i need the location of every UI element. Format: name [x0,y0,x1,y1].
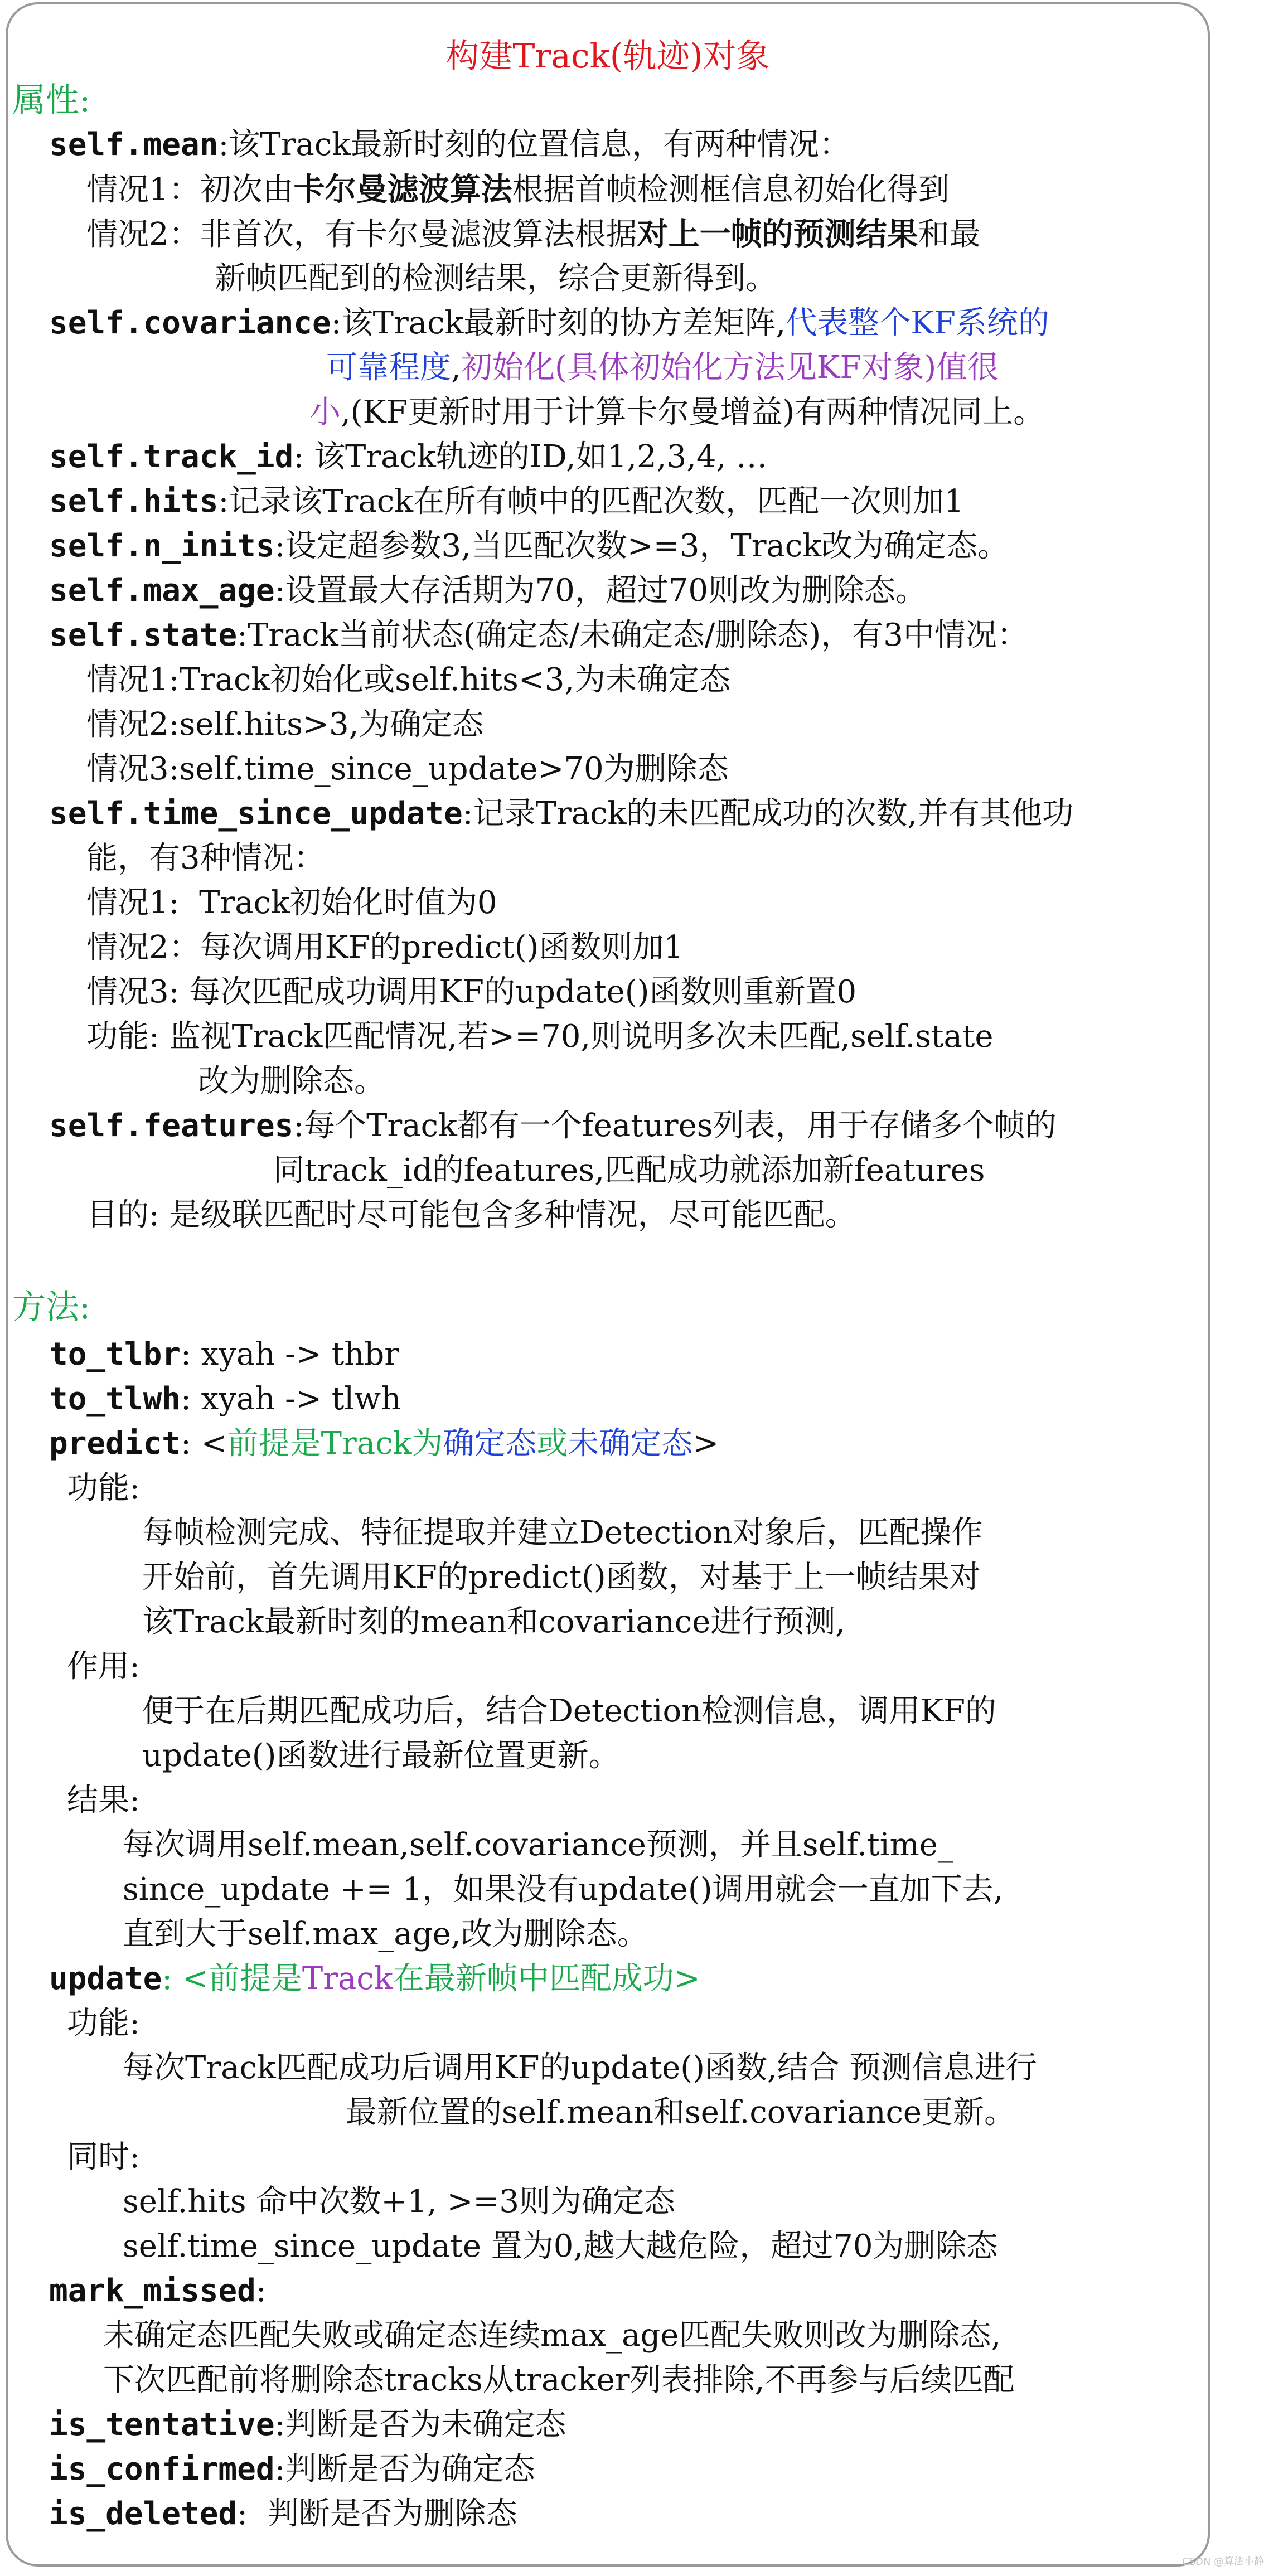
attr-name: self.mean [49,127,219,163]
attr-desc: :设定超参数3,当匹配次数>=3，Track改为确定态。 [274,528,1009,564]
text-span: 根据首帧检测框信息初始化得到 [512,172,950,208]
attributes-heading: 属性: [12,81,91,120]
method-predict [49,1422,719,1466]
bold-term: 对上一帧的预测结果 [637,216,918,253]
update-also-label: 同时: [67,2139,140,2175]
update-function-line: 每次Track匹配成功后调用KF的update()函数,结合 预测信息进行 [123,2050,1037,2086]
purple-text: 小 [309,394,341,430]
attr-desc: : 该Track轨迹的ID,如1,2,3,4, … [293,439,768,475]
method-name: is_tentative [49,2407,275,2443]
method-is-deleted [49,2492,517,2536]
mean-case-1 [86,167,950,212]
method-name: is_deleted [49,2496,238,2532]
blue-text: 代表整个KF系统的 [786,305,1049,341]
update-also-line: self.time_since_update 置为0,越大越危险，超过70为删除态 [123,2228,998,2264]
update-also-line: self.hits 命中次数+1, >=3则为确定态 [123,2184,675,2220]
text-span: 情况2：非首次，有卡尔曼滤波算法根据 [86,216,637,253]
text-span: ,(KF更新时用于计算卡尔曼增益)有两种情况同上。 [341,394,1045,430]
bold-term: 卡尔曼滤波算法 [293,171,512,208]
method-name: predict [49,1425,181,1462]
attr-state [49,613,1028,658]
state-case-2: 情况2:self.hits>3,为确定态 [86,706,484,743]
attr-mean [49,123,850,167]
method-is-confirmed [49,2447,535,2492]
method-desc: :判断是否为未确定态 [274,2407,566,2443]
text-span: : [255,2273,267,2309]
method-to-tlwh [49,1377,401,1422]
covariance-cont-1 [326,346,999,390]
watermark: CSDN @算法小静 [1182,2556,1264,2568]
update-function-label: 功能: [67,2005,140,2041]
attr-covariance [49,301,1049,346]
predict-function-label: 功能: [67,1470,140,1506]
predict-result-line: 直到大于self.max_age,改为删除态。 [123,1916,648,1952]
tsu-function-cont: 改为删除态。 [198,1063,385,1099]
method-to-tlbr [49,1332,399,1377]
features-cont: 同track_id的features,匹配成功就添加新features [273,1152,985,1188]
attr-hits [49,479,964,524]
predict-result-line: since_update += 1，如果没有update()调用就会一直加下去, [123,1871,1004,1908]
attr-name: self.max_age [49,573,275,609]
update-function-line: 最新位置的self.mean和self.covariance更新。 [346,2094,1016,2131]
attr-name: self.track_id [49,439,294,475]
attr-desc: :每个Track都有一个features列表，用于存储多个帧的 [293,1108,1057,1144]
method-is-tentative [49,2403,566,2447]
attr-name: self.features [49,1108,294,1144]
tsu-case-3: 情况3: 每次匹配成功调用KF的update()函数则重新置0 [86,974,857,1010]
predict-function-line: 每帧检测完成、特征提取并建立Detection对象后，匹配操作 [142,1515,983,1551]
method-name: to_tlbr [49,1336,181,1372]
attr-desc: :Track当前状态(确定态/未确定态/删除态)，有3中情况： [237,617,1028,653]
method-desc: : xyah -> thbr [181,1336,399,1372]
text-span: : < [181,1425,227,1462]
blue-text: 可靠程度 [326,350,451,386]
green-text: 前提是 [208,1961,302,1997]
method-name: update [49,1961,162,1997]
tsu-function: 功能: 监视Track匹配情况,若>=70,则说明多次未匹配,self.state [86,1018,994,1055]
attr-name: self.time_since_update [49,795,463,832]
blue-text: 未确定态 [568,1425,693,1462]
predict-use-line: update()函数进行最新位置更新。 [142,1738,620,1774]
predict-use-line: 便于在后期匹配成功后，结合Detection检测信息，调用KF的 [142,1693,996,1729]
tsu-desc-cont: 能，有3种情况： [86,840,325,876]
tsu-case-2: 情况2：每次调用KF的predict()函数则加1 [86,929,684,966]
text-span: 和最 [918,216,981,253]
green-text: : < [162,1961,209,1997]
predict-result-line: 每次调用self.mean,self.covariance预测，并且self.time_ [123,1827,953,1863]
attr-track-id [49,435,767,479]
mark-missed-line: 下次匹配前将删除态tracks从tracker列表排除,不再参与后续匹配 [103,2362,1015,2398]
methods-heading: 方法: [12,1288,91,1327]
document-title: 构建Track(轨迹)对象 [445,37,770,76]
mean-case-2 [86,212,981,257]
attr-time-since-update [49,792,1073,836]
attr-n-inits [49,524,1009,569]
predict-function-line: 开始前，首先调用KF的predict()函数，对基于上一帧结果对 [142,1559,981,1595]
mark-missed-line: 未确定态匹配失败或确定态连续max_age匹配失败则改为删除态, [103,2317,1001,2354]
tsu-case-1: 情况1: Track初始化时值为0 [86,885,497,921]
method-name: mark_missed [49,2273,256,2309]
text-span: > [692,1425,719,1462]
state-case-1: 情况1:Track初始化或self.hits<3,为未确定态 [86,662,731,698]
green-text: 前提是Track为 [227,1425,443,1462]
green-text: > [674,1961,700,1997]
attr-desc: :设置最大存活期为70，超过70则改为删除态。 [274,573,927,609]
attr-max-age [49,569,927,613]
attr-name: self.covariance [49,305,331,341]
attr-name: self.n_inits [49,528,275,564]
attr-desc: :记录Track的未匹配成功的次数,并有其他功 [462,795,1074,832]
purple-text: 初始化(具体初始化方法见KF对象)值很 [461,350,999,386]
method-name: is_confirmed [49,2451,275,2487]
attr-desc: :该Track最新时刻的位置信息，有两种情况： [218,127,851,163]
method-name: to_tlwh [49,1381,181,1417]
attr-features [49,1104,1056,1148]
attr-name: self.state [49,617,238,653]
method-update [49,1957,700,2001]
predict-function-line: 该Track最新时刻的mean和covariance进行预测, [142,1604,846,1640]
attr-desc: :记录该Track在所有帧中的匹配次数，匹配一次则加1 [218,483,964,520]
features-goal: 目的: 是级联匹配时尽可能包含多种情况，尽可能匹配。 [86,1197,856,1233]
predict-use-label: 作用: [67,1648,140,1685]
attr-name: self.hits [49,483,219,520]
attr-desc: :该Track最新时刻的协方差矩阵, [331,305,786,341]
text-span: 情况1：初次由 [86,172,294,208]
green-text: 在最新帧中匹配成功 [393,1961,674,1997]
method-desc: : xyah -> tlwh [181,1381,401,1417]
text-span: , [451,350,461,386]
method-desc: : 判断是否为删除态 [237,2496,517,2532]
method-desc: :判断是否为确定态 [274,2451,535,2487]
covariance-cont-2 [309,390,1044,435]
purple-text: Track [302,1961,393,1997]
mean-case-2-cont: 新帧匹配到的检测结果，综合更新得到。 [215,260,777,297]
blue-text: 确定态 [443,1425,537,1462]
green-text: 或 [536,1425,568,1462]
method-mark-missed [49,2269,267,2313]
predict-result-label: 结果: [67,1782,140,1818]
state-case-3: 情况3:self.time_since_update>70为删除态 [86,751,729,787]
